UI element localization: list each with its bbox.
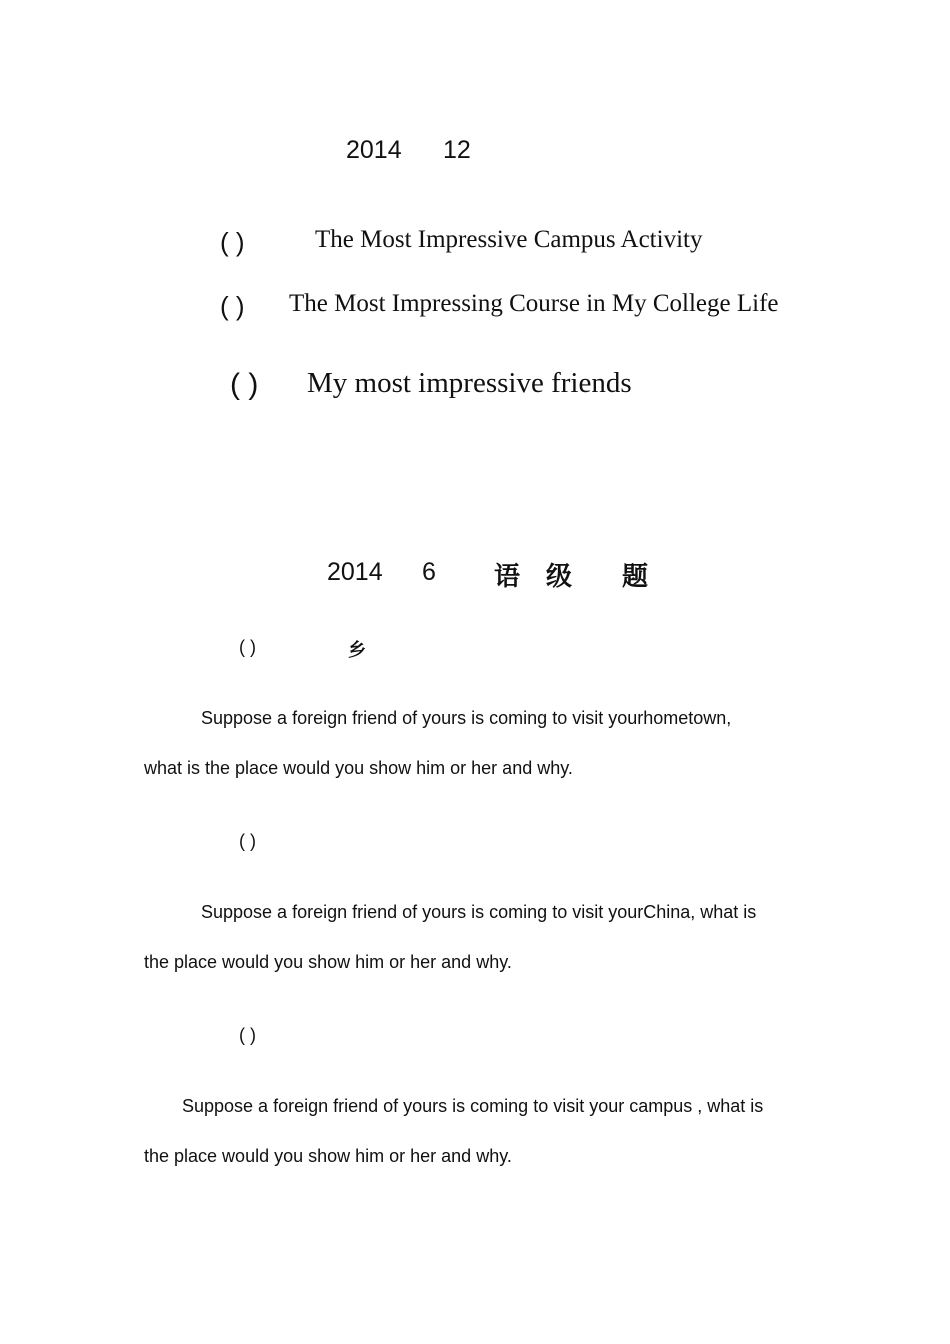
topic-1-paren: ( ): [220, 227, 245, 257]
question-1-label-char: 乡: [348, 640, 366, 661]
question-1-label: ( ): [239, 637, 256, 657]
section1-year: 2014: [346, 136, 402, 164]
section2-year: 2014: [327, 558, 383, 586]
question-2-label: ( ): [239, 831, 256, 851]
section1-month: 12: [443, 136, 471, 164]
section2-heading-char-2: 级: [546, 562, 573, 592]
question-2-line-1: Suppose a foreign friend of yours is coming to visit yourChina, what is: [201, 902, 757, 922]
topic-3-paren: ( ): [230, 368, 259, 401]
question-3-line-1: Suppose a foreign friend of yours is coming to visit your campus , what is: [182, 1096, 764, 1116]
topic-1-title: The Most Impressive Campus Activity: [315, 226, 703, 253]
question-1-line-1: Suppose a foreign friend of yours is coming to visit yourhometown,: [201, 708, 732, 728]
question-3-label: ( ): [239, 1025, 256, 1045]
question-2-line-2: the place would you show him or her and why.: [144, 952, 512, 972]
topic-2-title: The Most Impressing Course in My College Life: [289, 290, 779, 317]
section2-heading-char-1: 语: [494, 562, 521, 592]
topic-3-title: My most impressive friends: [307, 367, 632, 399]
topic-2-paren: ( ): [220, 291, 245, 321]
question-1-line-2: what is the place would you show him or her and why.: [144, 758, 573, 778]
section2-heading-char-3: 题: [622, 562, 649, 592]
section2-month: 6: [422, 558, 436, 586]
question-3-line-2: the place would you show him or her and why.: [144, 1146, 512, 1166]
